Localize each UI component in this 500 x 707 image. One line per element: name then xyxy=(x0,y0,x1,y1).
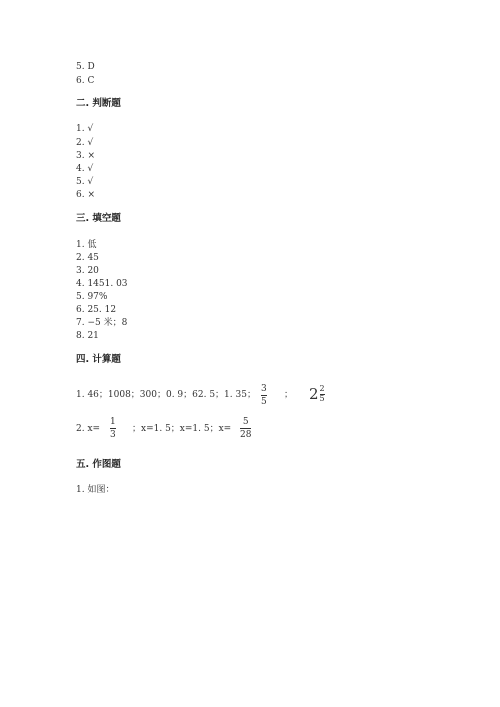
answer-line: 1. √ xyxy=(76,124,94,134)
fraction xyxy=(261,384,267,407)
answer-line: 1. 低 xyxy=(76,240,97,250)
answer-line: 1. 如图： xyxy=(76,485,115,495)
answer-line: 4. 1451. 03 xyxy=(76,279,128,289)
answer-line: 5. √ xyxy=(76,177,94,187)
mixed-number xyxy=(309,385,325,403)
fraction-denominator: 5 xyxy=(261,397,267,407)
separator: ； xyxy=(284,390,294,400)
answer-line: 5. D xyxy=(76,62,95,72)
fraction-numerator: 1 xyxy=(110,417,116,427)
section-title-fill-blank: 三. 填空题 xyxy=(76,213,121,224)
section-title-judgment: 二. 判断题 xyxy=(76,98,121,109)
fraction-numerator: 3 xyxy=(261,384,267,394)
answer-line: 2. 45 xyxy=(76,253,99,263)
mixed-number-fraction xyxy=(320,385,325,403)
calc-answer-2-middle: ；x=1. 5；x=1. 5；x= xyxy=(132,424,232,434)
calc-answer-2-prefix: 2. x= xyxy=(76,424,101,434)
calc-answer-1-text: 1. 46；1008；300；0. 9；62. 5；1. 35； xyxy=(76,390,256,400)
section-title-calculation: 四. 计算题 xyxy=(76,354,121,365)
answer-line: 2. √ xyxy=(76,138,94,148)
fraction-denominator: 3 xyxy=(110,430,116,440)
fraction-bar xyxy=(240,428,251,429)
mixed-number-whole: 2 xyxy=(309,385,319,403)
fraction-bar xyxy=(261,395,267,396)
fraction xyxy=(110,417,116,440)
answer-line: 6. C xyxy=(76,76,95,86)
fraction-numerator: 2 xyxy=(319,384,325,393)
answer-line: 8. 21 xyxy=(76,331,99,341)
answer-line: 3. 20 xyxy=(76,266,99,276)
answer-line: 6. 25. 12 xyxy=(76,305,117,315)
answer-line: 6. × xyxy=(76,190,95,200)
answer-line: 4. √ xyxy=(76,164,94,174)
fraction-numerator: 5 xyxy=(242,417,249,427)
fraction-bar xyxy=(110,428,116,429)
answer-line: 7. −5 米；8 xyxy=(76,318,128,328)
answer-line: 3. × xyxy=(76,151,95,161)
answer-line: 5. 97% xyxy=(76,292,108,302)
fraction xyxy=(240,417,251,440)
fraction-denominator: 5 xyxy=(319,394,325,403)
fraction-denominator: 28 xyxy=(240,430,252,440)
section-title-drawing: 五. 作图题 xyxy=(76,459,121,470)
